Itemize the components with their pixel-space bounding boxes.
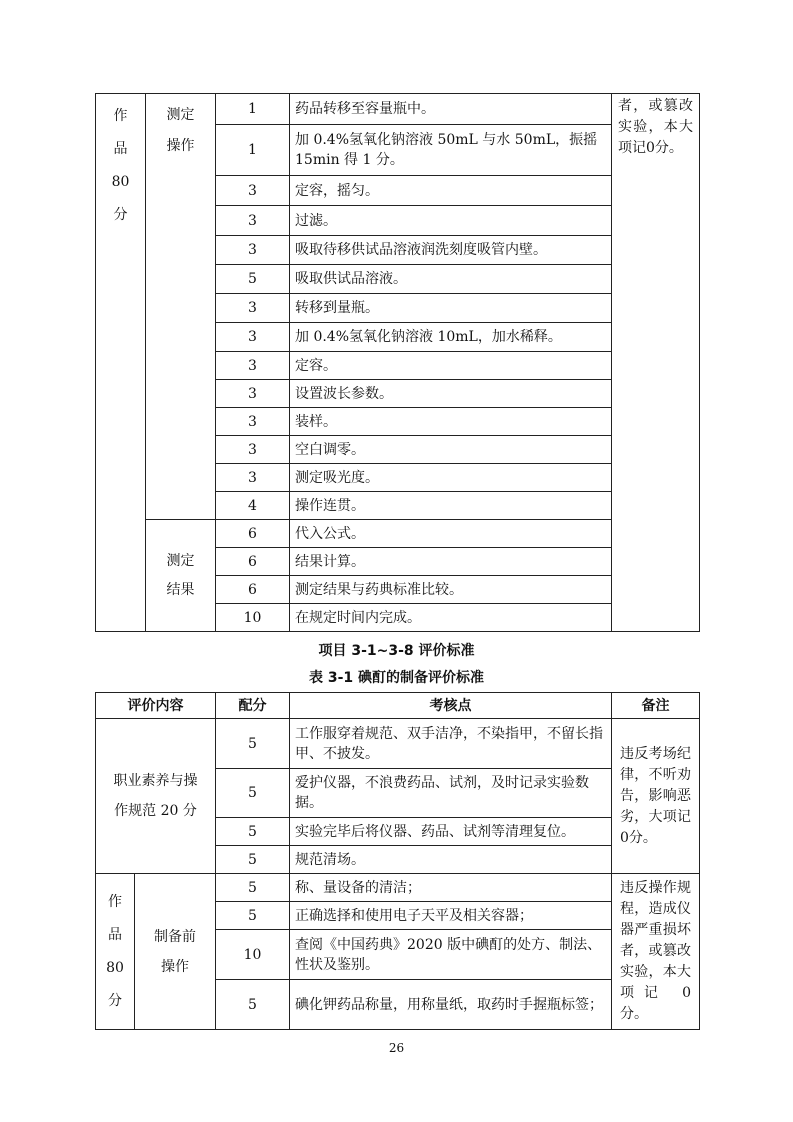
score-cell: 3 (216, 294, 290, 323)
score-cell: 3 (216, 206, 290, 236)
criterion-cell: 代入公式。 (290, 520, 612, 548)
score-cell: 5 (216, 818, 290, 846)
criterion-cell: 实验完毕后将仪器、药品、试剂等清理复位。 (290, 818, 612, 846)
subcategory-line: 制备前 (154, 928, 196, 945)
subcategory-measure-operation (146, 94, 216, 520)
remark-cell: 者，或篡改实验，本大项记0分。 (612, 94, 700, 632)
category-char: 80 (106, 959, 124, 976)
page-number: 26 (388, 1041, 405, 1055)
criterion-cell: 空白调零。 (290, 436, 612, 464)
header-content: 评价内容 (96, 693, 216, 719)
score-cell: 6 (216, 576, 290, 604)
category-cell (96, 874, 135, 1030)
section-title: 项目 3-1~3-8 评价标准 (318, 643, 475, 659)
score-cell: 6 (216, 548, 290, 576)
criterion-cell: 工作服穿着规范、双手洁净，不染指甲，不留长指甲、不披发。 (290, 719, 612, 769)
category-char: 作 (113, 108, 128, 124)
score-cell: 3 (216, 436, 290, 464)
score-cell: 3 (216, 236, 290, 265)
subcategory-measure-result (146, 520, 216, 632)
criterion-cell: 过滤。 (290, 206, 612, 236)
score-cell: 10 (216, 604, 290, 632)
criterion-cell: 正确选择和使用电子天平及相关容器； (290, 902, 612, 930)
criterion-cell: 吸取供试品溶液。 (290, 265, 612, 294)
criterion-cell: 在规定时间内完成。 (290, 604, 612, 632)
score-cell: 10 (216, 930, 290, 980)
criterion-cell: 加 0.4%氢氧化钠溶液 50mL 与水 50mL，振摇15min 得 1 分。 (290, 125, 612, 176)
subcategory-pre-preparation (135, 874, 216, 1030)
subcategory-line: 测定 (166, 552, 195, 569)
iodine-tincture-scoring-table (95, 692, 700, 1030)
category-char: 分 (113, 207, 128, 223)
criterion-cell: 测定结果与药典标准比较。 (290, 576, 612, 604)
score-cell: 5 (216, 265, 290, 294)
score-cell: 3 (216, 323, 290, 352)
score-cell: 3 (216, 176, 290, 206)
category-char: 作 (108, 893, 122, 910)
score-cell: 5 (216, 902, 290, 930)
header-remark: 备注 (612, 693, 700, 719)
score-cell: 5 (216, 846, 290, 874)
score-cell: 5 (216, 719, 290, 769)
score-cell: 3 (216, 380, 290, 408)
criterion-cell: 测定吸光度。 (290, 464, 612, 492)
scoring-table-continued (95, 93, 700, 632)
score-cell: 1 (216, 94, 290, 125)
remark-cell: 违反考场纪律，不听劝告，影响恶劣，大项记0分。 (612, 719, 700, 874)
score-cell: 5 (216, 874, 290, 902)
subcategory-line: 测定 (166, 107, 195, 123)
criterion-cell: 吸取待移供试品溶液润洗刻度吸管内壁。 (290, 236, 612, 265)
criterion-cell: 加 0.4%氢氧化钠溶液 10mL，加水稀释。 (290, 323, 612, 352)
score-cell: 1 (216, 125, 290, 176)
criterion-cell: 查阅《中国药典》2020 版中碘酊的处方、制法、性状及鉴别。 (290, 930, 612, 980)
criterion-cell: 转移到量瓶。 (290, 294, 612, 323)
subcategory-line: 结果 (166, 581, 195, 598)
category-professional: 职业素养与操作规范 20 分 (96, 719, 216, 874)
score-cell: 4 (216, 492, 290, 520)
criterion-cell: 爱护仪器，不浪费药品、试剂，及时记录实验数据。 (290, 769, 612, 818)
criterion-cell: 设置波长参数。 (290, 380, 612, 408)
category-cell (96, 94, 146, 632)
remark-cell: 违反操作规程，造成仪器严重损坏者，或篡改实验，本大项记 0 分。 (612, 874, 700, 1030)
criterion-cell: 药品转移至容量瓶中。 (290, 94, 612, 125)
score-cell: 3 (216, 408, 290, 436)
criterion-cell: 装样。 (290, 408, 612, 436)
category-char: 品 (108, 926, 122, 943)
criterion-cell: 操作连贯。 (290, 492, 612, 520)
table-title: 表 3-1 碘酊的制备评价标准 (308, 670, 485, 686)
score-cell: 5 (216, 980, 290, 1030)
criterion-cell: 碘化钾药品称量，用称量纸，取药时手握瓶标签； (290, 980, 612, 1030)
score-cell: 5 (216, 769, 290, 818)
criterion-cell: 规范清场。 (290, 846, 612, 874)
subcategory-line: 操作 (161, 958, 189, 975)
score-cell: 3 (216, 464, 290, 492)
score-cell: 3 (216, 352, 290, 380)
criterion-cell: 定容。 (290, 352, 612, 380)
criterion-cell: 称、量设备的清洁； (290, 874, 612, 902)
category-char: 分 (108, 992, 122, 1009)
criterion-cell: 定容，摇匀。 (290, 176, 612, 206)
category-char: 品 (113, 141, 128, 157)
score-cell: 6 (216, 520, 290, 548)
criterion-cell: 结果计算。 (290, 548, 612, 576)
subcategory-line: 操作 (166, 138, 195, 154)
category-char: 80 (111, 174, 130, 190)
header-score: 配分 (216, 693, 290, 719)
header-points: 考核点 (290, 693, 612, 719)
